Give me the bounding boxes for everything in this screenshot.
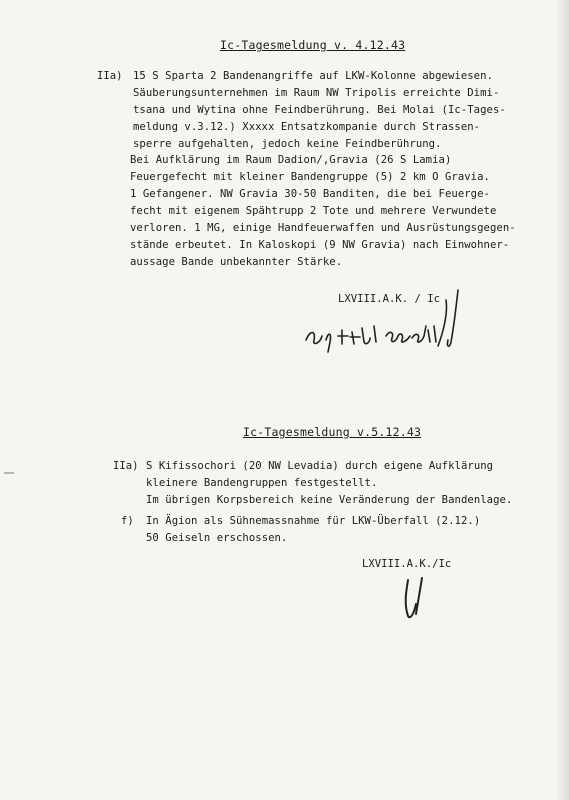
report1-line: tsana und Wytina ohne Feindberührung. Bei Molai (Ic-Tages- bbox=[133, 104, 506, 116]
report1-line: verloren. 1 MG, einige Handfeuerwaffen und Ausrüstungsgegen- bbox=[130, 222, 516, 234]
report1-heading: Ic-Tagesmeldung v. 4.12.43 bbox=[220, 38, 406, 52]
report1-section-label: IIa) bbox=[97, 70, 123, 82]
report1-line: sperre aufgehalten, jedoch keine Feindberührung. bbox=[133, 138, 442, 150]
report2-line: S Kifissochori (20 NW Levadia) durch eigene Aufklärung bbox=[146, 460, 494, 472]
report1-line: aussage Bande unbekannter Stärke. bbox=[130, 256, 343, 268]
report2-signature-block: LXVIII.A.K./Ic bbox=[362, 558, 452, 570]
report2-line: In Ägion als Sühnemassnahme für LKW-Überfall (2.12.) bbox=[146, 515, 481, 527]
report1-handwritten-signature bbox=[298, 282, 488, 362]
report2-line: Im übrigen Korpsbereich keine Veränderung der Bandenlage. bbox=[146, 494, 513, 506]
report1-line: Feuergefecht mit kleiner Bandengruppe (5) 2 km O Gravia. bbox=[130, 171, 490, 183]
page-edge-shadow bbox=[555, 0, 569, 800]
report1-line: 15 S Sparta 2 Bandenangriffe auf LKW-Kolonne abgewiesen. bbox=[133, 70, 493, 82]
report2-section-label: IIa) bbox=[113, 460, 139, 472]
report2-line: 50 Geiseln erschossen. bbox=[146, 532, 288, 544]
report1-line: meldung v.3.12.) Xxxxx Entsatzkompanie durch Strassen- bbox=[133, 121, 481, 133]
filing-mark bbox=[4, 472, 14, 474]
report2-handwritten-initial bbox=[398, 574, 438, 624]
report2-line: kleinere Bandengruppen festgestellt. bbox=[146, 477, 378, 489]
report1-line: Säuberungsunternehmen im Raum NW Tripolis erreichte Dimi- bbox=[133, 87, 500, 99]
report2-subsection-label: f) bbox=[121, 515, 134, 527]
report1-signature-block: LXVIII.A.K. / Ic bbox=[338, 293, 441, 305]
report1-line: Bei Aufklärung im Raum Dadion/,Gravia (26 S Lamia) bbox=[130, 154, 452, 166]
report1-line: 1 Gefangener. NW Gravia 30-50 Banditen, die bei Feuerge- bbox=[130, 188, 490, 200]
report2-heading: Ic-Tagesmeldung v.5.12.43 bbox=[243, 425, 422, 439]
report1-line: fecht mit eigenem Spähtrupp 2 Tote und mehrere Verwundete bbox=[130, 205, 497, 217]
report1-line: stände erbeutet. In Kaloskopi (9 NW Gravia) nach Einwohner- bbox=[130, 239, 510, 251]
